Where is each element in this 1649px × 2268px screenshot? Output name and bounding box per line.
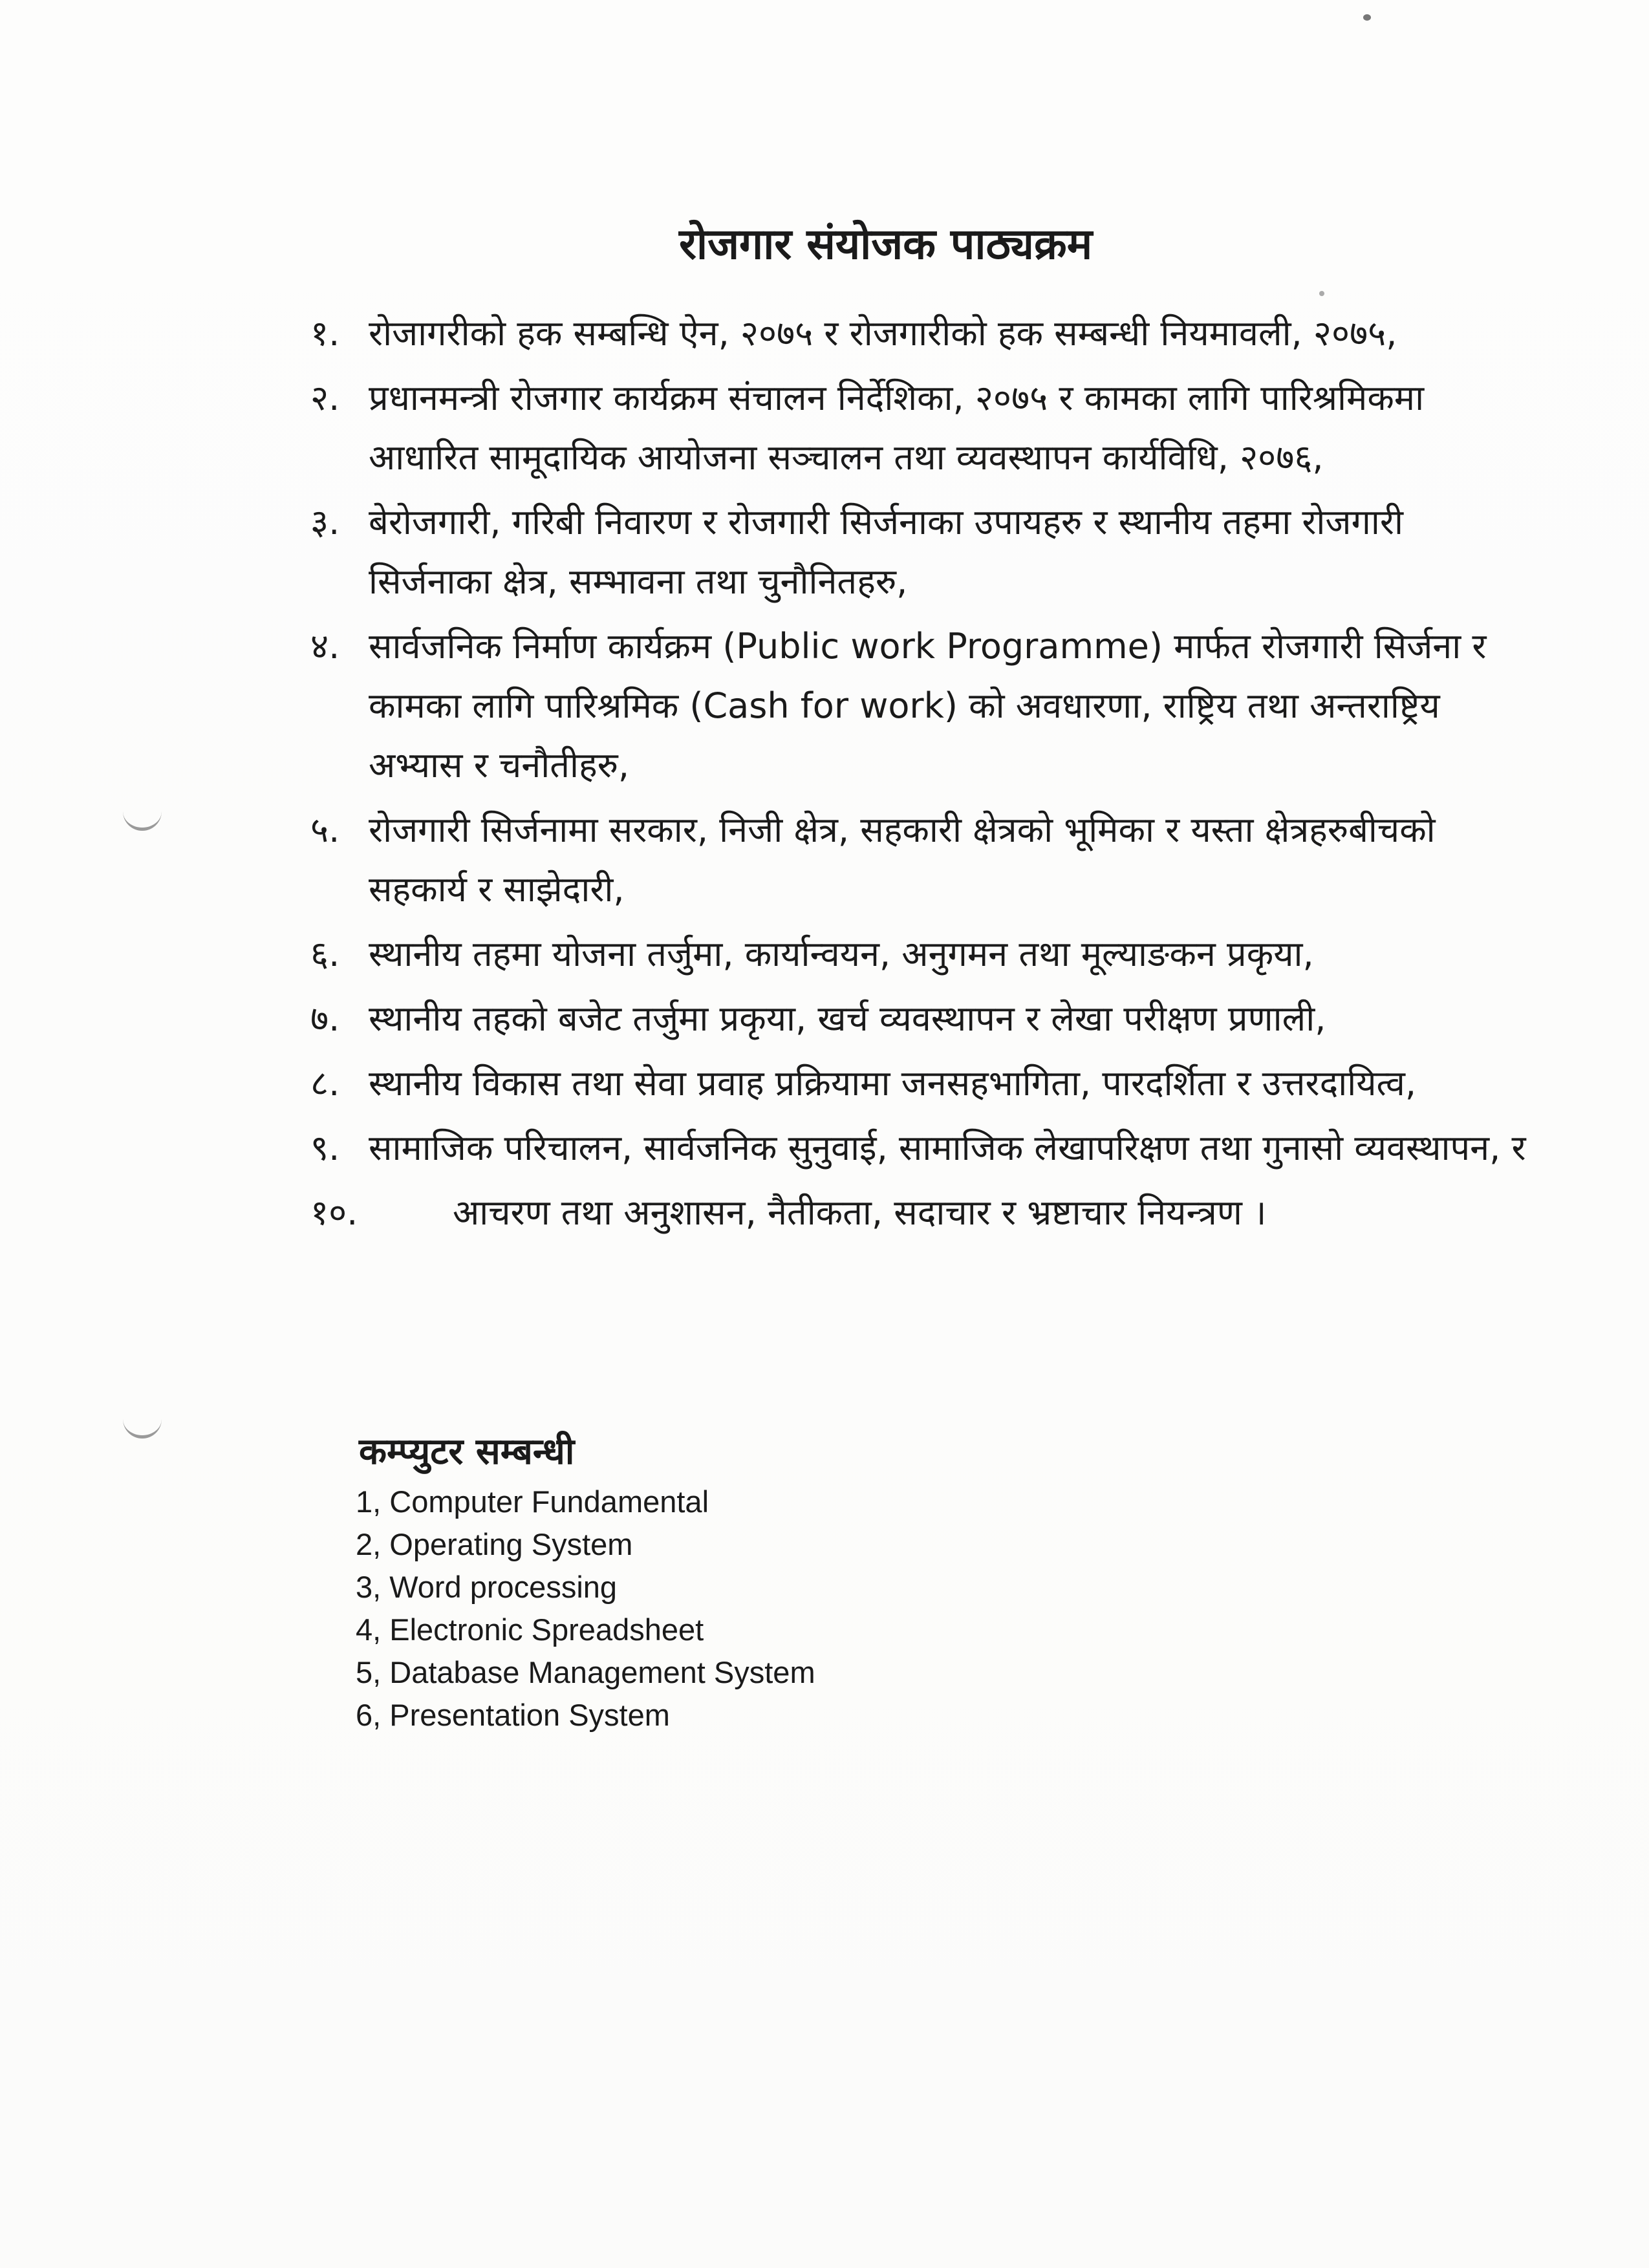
syllabus-item	[310, 1118, 1526, 1178]
computer-topic-item: 2, Operating System	[356, 1527, 633, 1561]
syllabus-item	[310, 800, 1526, 919]
syllabus-item	[310, 1183, 1526, 1243]
computer-topic-item: 1, Computer Fundamental	[356, 1484, 709, 1519]
punch-hole-mark	[123, 1416, 162, 1439]
item-text: स्थानीय विकास तथा सेवा प्रवाह प्रक्रियामा जनसहभागिता, पारदर्शिता र उत्तरदायित्व,	[369, 1063, 1417, 1104]
computer-topic-item: 6, Presentation System	[356, 1698, 670, 1732]
syllabus-item	[310, 925, 1526, 984]
computer-section-heading: कम्प्युटर सम्बन्धी	[359, 1431, 575, 1473]
item-text: सार्वजनिक निर्माण कार्यक्रम (Public work Programme) मार्फत रोजगारी सिर्जना र कामका लागि पारिश्रमिक (Cash for work) को अवधारणा, राष्ट्रिय तथा अन्तराष्ट्रिय अभ्यास र चनौतीहरु,	[369, 626, 1487, 786]
item-number: २.	[310, 378, 340, 418]
item-number: ४.	[310, 626, 340, 667]
syllabus-item	[310, 369, 1526, 487]
item-text: स्थानीय तहमा योजना तर्जुमा, कार्यान्वयन, अनुगमन तथा मूल्याङकन प्रकृया,	[369, 934, 1314, 974]
computer-topic-item: 3, Word processing	[356, 1570, 618, 1604]
item-text: बेरोजगारी, गरिबी निवारण र रोजगारी सिर्जनाका उपायहरु र स्थानीय तहमा रोजगारी सिर्जनाका क्षेत्र, सम्भावना तथा चुनौनितहरु,	[369, 502, 1403, 602]
syllabus-item	[310, 304, 1526, 363]
item-number: ५.	[310, 809, 340, 850]
syllabus-list	[310, 304, 1526, 1248]
syllabus-item	[310, 989, 1526, 1049]
syllabus-item	[310, 1054, 1526, 1113]
item-number: ६.	[310, 934, 340, 974]
document-title: रोजगार संयोजक पाठ्यक्रम	[679, 219, 1093, 269]
item-text: प्रधानमन्त्री रोजगार कार्यक्रम संचालन निर्देशिका, २०७५ र कामका लागि पारिश्रमिकमा आधारित सामूदायिक आयोजना सञ्चालन तथा व्यवस्थापन कार्यविधि, २०७६,	[369, 378, 1425, 478]
computer-topic-item: 4, Electronic Spreadsheet	[356, 1612, 704, 1647]
item-number: १०.	[310, 1192, 358, 1233]
scan-speck	[1319, 291, 1324, 296]
punch-hole-mark	[123, 808, 162, 831]
item-number: ७.	[310, 998, 340, 1039]
item-text: आचरण तथा अनुशासन, नैतीकता, सदाचार र भ्रष्टाचार नियन्त्रण ।	[453, 1192, 1267, 1233]
item-number: ९.	[310, 1128, 340, 1168]
computer-topics-list	[356, 1481, 815, 1737]
item-text: सामाजिक परिचालन, सार्वजनिक सुनुवाई, सामाजिक लेखापरिक्षण तथा गुनासो व्यवस्थापन, र	[369, 1128, 1526, 1168]
item-number: ८.	[310, 1063, 340, 1104]
item-text: रोजगारी सिर्जनामा सरकार, निजी क्षेत्र, सहकारी क्षेत्रको भूमिका र यस्ता क्षेत्रहरुबीचको सहकार्य र साझेदारी,	[369, 809, 1436, 910]
syllabus-item	[310, 493, 1526, 612]
item-text: रोजागरीको हक सम्बन्धि ऐन, २०७५ र रोजगारीको हक सम्बन्धी नियमावली, २०७५,	[369, 313, 1397, 354]
item-text: स्थानीय तहको बजेट तर्जुमा प्रकृया, खर्च व्यवस्थापन र लेखा परीक्षण प्रणाली,	[369, 998, 1326, 1039]
scan-speck	[1363, 14, 1371, 21]
computer-topic-item: 5, Database Management System	[356, 1655, 815, 1689]
syllabus-item	[310, 617, 1526, 795]
item-number: ३.	[310, 502, 340, 542]
item-number: १.	[310, 313, 340, 354]
